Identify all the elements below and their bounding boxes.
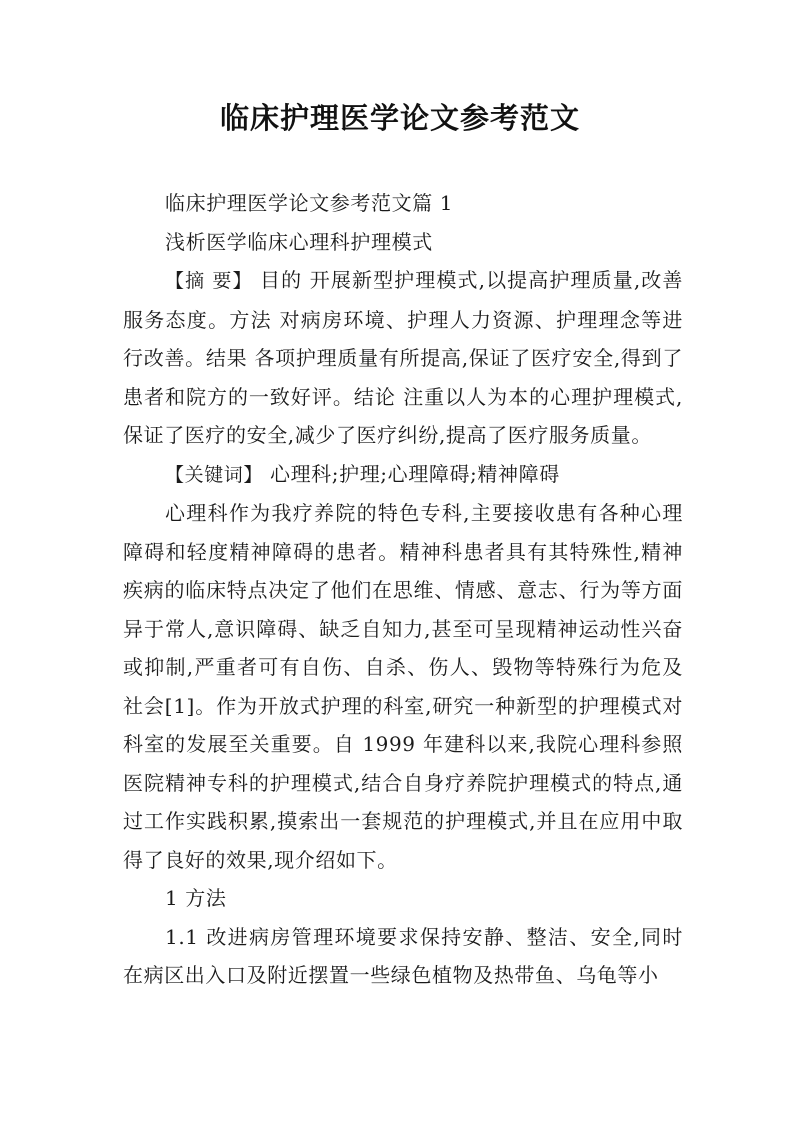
document-body (123, 184, 683, 995)
method-paragraph: 1.1 改进病房管理环境要求保持安静、整洁、安全,同时在病区出入口及附近摆置一些绿色植物及热带鱼、乌龟等小 (123, 924, 683, 987)
keywords-label: 【关键词】 (165, 463, 264, 486)
keywords-text: 心理科;护理;心理障碍;精神障碍 (263, 461, 560, 486)
section-heading: 1 方法 (165, 886, 227, 910)
abstract-label: 【摘 要】 (165, 270, 253, 292)
article-subtitle: 浅析医学临床心理科护理模式 (165, 229, 433, 254)
abstract-text: 目的 开展新型护理模式,以提高护理质量,改善服务态度。方法 对病房环境、护理人力资源、护理理念等进行改善。结果 各项护理质量有所提高,保证了医疗安全,得到了患者和院方的一致好评。结论 注重以人为本的心理护理模式,保证了医疗的安全,减少了医疗纠纷,提高了医疗服务质量。 (123, 268, 684, 447)
document-title: 临床护理医学论文参考范文 (219, 101, 580, 135)
article-heading: 临床护理医学论文参考范文篇 1 (165, 191, 454, 215)
keywords-paragraph (123, 455, 683, 495)
abstract-paragraph (123, 261, 683, 455)
intro-paragraph: 心理科作为我疗养院的特色专科,主要接收患有各种心理障碍和轻度精神障碍的患者。精神科患者具有其特殊性,精神疾病的临床特点决定了他们在思维、情感、意志、行为等方面异于常人,意识障碍、缺乏自知力,甚至可呈现精神运动性兴奋或抑制,严重者可有自伤、自杀、伤人、毁物等特殊行为危及社会[1]。作为开放式护理的科室,研究一种新型的护理模式对科室的发展至关重要。自 1999 年建科以来,我院心理科参照医院精神专科的护理模式,结合自身疗养院护理模式的特点,通过工作实践积累,摸索出一套规范的护理模式,并且在应用中取得了良好的效果,现介绍如下。 (123, 501, 683, 872)
